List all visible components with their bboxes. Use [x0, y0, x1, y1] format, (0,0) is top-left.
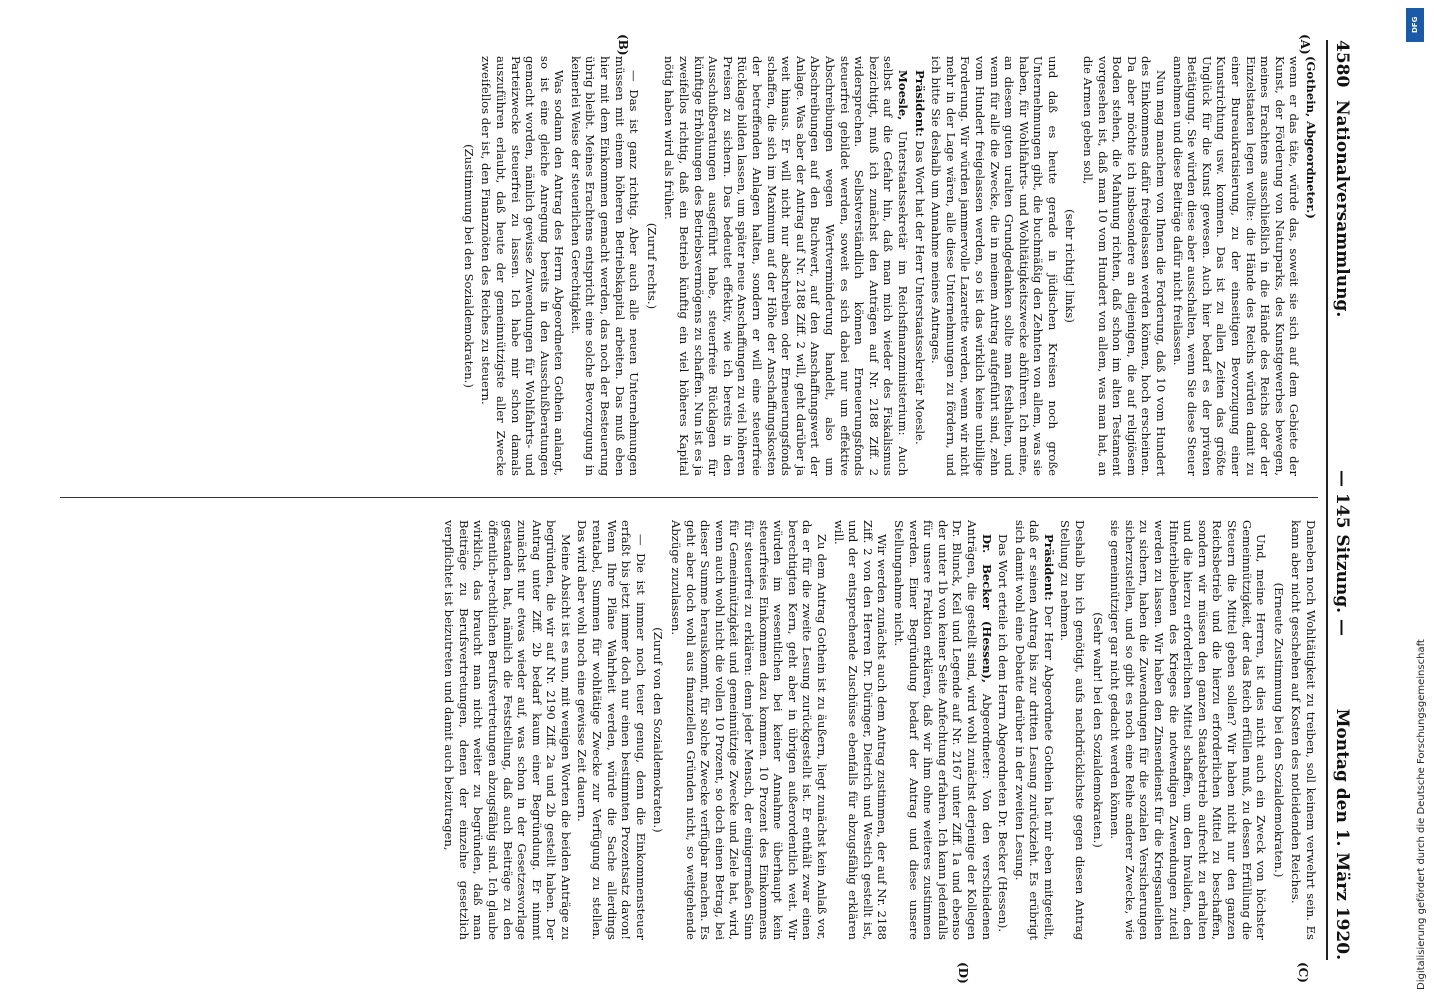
paragraph-text: Unterstaatssekretär im Reichsfinanzministerium: Auch selbst auf die Gefahr hin, daß man mich wieder des Fiskalismus bezichtigt, muß ich zunächst den Anträgen auf Nr. 2188 Ziff. 2 widersprechen. Selbstverständlich können Erneuerungsfonds steuerfrei gebildet werden, soweit es sich dabei nur um effektive Abschreibungen wegen Wertverminderung handelt, also um Abschreibungen auf den Buchwert, auf den Anschaffungswert der Anlage. Was aber der Antrag auf Nr. 2188 Ziff. 2 will, geht darüber ja weit hinaus. Er will nicht nur abschreiben oder Erneuerungsfonds schaffen, die sich im Maximum auf der Höhe der Anschaffungskosten der betreffenden Anlagen halten, sondern er will eine steuerfreie Rücklage bilden lassen, um später neue Anschaffungen zu viel höheren Preisen zu sichern. Das bedeutet effektiv, wie ich bereits in den Ausschußberatungen ausgeführt habe, steuerfreie Rücklagen für künftige Erhöhungen des Betriebsvermögens zu schaffen. Nun ist es ja zweifellos richtig, daß ein Betrieb künftig ein viel höheres Kapital nötig haben wird als früher.: [662, 56, 910, 476]
right-text-column: [70, 520, 1318, 940]
speaker-name: Dr. Becker (Hessen),: [979, 534, 994, 684]
interjection: [1090, 520, 1105, 940]
paragraph-text: Nun mag manchem von Ihnen die Forderung, daß 10 vom Hundert des Einkommens dafür freigelassen werden können, hoch erscheinen. Da aber möchte ich insbesondere an diejenigen, die auf religiösem Boden stehen, die Mahnung richten, daß schon im alten Testament vorgesehen ist, daß man 10 vom Hundert von allem, was man hat, an die Armen geben soll,: [1081, 56, 1169, 476]
paragraph: [1108, 520, 1269, 940]
interjection: [1271, 520, 1286, 940]
paragraph: [1170, 56, 1301, 476]
session-number: — 145 Sitzung. —: [1332, 470, 1352, 637]
paragraph: [575, 520, 648, 940]
margin-mark-b: (B): [616, 34, 630, 56]
paragraph-text: (Zuruf rechts.): [644, 222, 659, 310]
paragraph: [662, 56, 910, 476]
paragraph: [891, 520, 993, 940]
page-header: [1326, 40, 1356, 960]
paragraph-text: Zu dem Antrag Gothein ist zu äußern, liegt zunächst kein Anlaß vor, da er für die zweite Lesung zurückgestellt ist. Er enthält zwar einen berechtigten Kern, geht aber in übrigen außerordentlich weit. Wir würden im wesentlichen bei keiner Annahme überhaupt kein steuerfreies Einkommen dazu kommen. 10 Prozent des Einkommens für steuerfrei zu erklären: denn jeder Mensch, der einigermaßen Sinn für Gemeinnützigkeit und gemeinnützige Zwecke und Ziele hat, wird, wenn auch wohl nicht die vollen 10 Prozent, so doch einen Betrag, bei dieser Summe herauskommt, für solche Zwecke verfügbar machen. Es geht aber doch wohl aus finanziellen Gründen nicht, so weitgehende Abzüge zuzulassen.: [669, 520, 829, 940]
paragraph: [568, 56, 641, 476]
left-text-column: [70, 56, 1318, 476]
interjection: [651, 520, 666, 940]
issue-date: Montag den 1. März 1920.: [1332, 708, 1352, 960]
paragraph-text: Und, meine Herren, ist dies nicht auch ein Zweck von höchster Gemeinnützigkeit, der das Reich erfüllen muß, zu dessen Erfüllung die Steuern die Mittel geben sollen? Wir haben nicht nur den ganzen Reichsbetrieb und die hierzu erforderlichen Mittel zu beschaffen, sondern wir müssen den ganzen Staatsbetrieb aufrecht zu erhalten und die hierzu erforderlichen Mittel schaffen, um den Invaliden, den Hinterbliebenen des Krieges die notwendigen Zuwendungen zuteil werden zu lassen. Wir haben den Zinsendienst für die Kriegsanleihen zu sichern, haben die Zuwendungen für die sozialen Versicherungen sicherzustellen, und so gibt es noch eine Reihe anderer Zwecke, wie sie gemeinnütziger gar nicht gedacht werden können.: [1108, 520, 1269, 940]
interjection: [461, 56, 476, 476]
margin-mark-c: (C): [1296, 962, 1310, 983]
paragraph-text: (Sehr wahr! bei den Sozialdemokraten.): [1090, 612, 1105, 848]
paragraph-text: Was sodann den Antrag des Herrn Abgeordneten Gothein anlangt, so ist eine gleiche Anregung bereits in den Ausschußberatungen gemacht worden, nämlich gewisse Zuwendungen für Wohlfahrts- und Parteizwecke steuerfrei zu lassen. Ich habe mir schon damals auszuführen erlaubt, daß heute der gemeinnützigste aller Zwecke zweifellos der ist, den Finanznöten des Reiches zu steuern.: [479, 56, 567, 476]
paragraph: [1289, 520, 1318, 940]
paragraph-text: — Die ist immer noch teuer genug, denn die Einkommensteuer erfaßt bis jetzt immer doch nur einen bestimmten Prozentsatz davon! Wenn Ihre Pläne Wahrheit werden, würde die Sache allerdings rentabel, Summen für wohltätige Zwecke zur Verfügung zu stellen. Das wird aber wohl noch eine gewisse Zeit dauern.: [575, 520, 648, 940]
paragraph: [1081, 56, 1169, 476]
page-number: 4580: [1332, 40, 1352, 88]
speaker-name: Moesle,: [895, 70, 910, 121]
paragraph-text: Das Wort erteile ich dem Herrn Abgeordneten Dr. Becker (Hessen).: [996, 534, 1011, 933]
credit-text: Digitalisierung gefördert durch die Deutsche Forschungsgemeinschaft: [1416, 639, 1427, 990]
paragraph: [929, 56, 1060, 476]
paragraph: [1012, 520, 1056, 940]
paragraph-text: Das Wort hat der Herr Unterstaatssekretär Moesle.: [912, 140, 927, 445]
paragraph-text: Wir werden zunächst auch dem Antrag zustimmen, der auf Nr. 2188 Ziff. 2 von den Herren Dr. Düringer, Dietrich und Westich gestellt ist, und der entsprechende Zuschüsse ebenfalls für abzugsfähig erklären will.: [831, 520, 890, 940]
paragraph-text: — Das ist ganz richtig. Aber auch alle neuen Unternehmungen müssen mit einem höheren Betriebskapital arbeiten. Das muß eben hier mit dem Einkommen gemacht werden, das noch der Besteuerung übrig bleibt. Meines Erachtens entspricht eine solche Bevorzugung in keinerlei Weise der steuerlichen Gerechtigkeit.: [568, 56, 642, 476]
paragraph-text: (sehr richtig! links): [1063, 209, 1078, 323]
margin-mark-d: (D): [956, 962, 970, 984]
paragraph: [1058, 520, 1087, 940]
paragraph: [479, 56, 567, 476]
paragraph-text: wenn er das täte, würde das, soweit sie sich auf dem Gebiete der Kunst, der Förderung von Naturparks, des Kunstgewerbes bewegen, meines Erachtens ausschließlich in die Hände des Reichs oder der Einzelstaaten legen wollte: die Hände des Reichs würden damit zu einer Bureaukratisierung, zu der einseitigen Bevorzugung einer Kunstrichtung usw. kommen. Das ist zu allen Zeiten das größte Unglück für die Kunst gewesen. Auch hier bedarf es der privaten Betätigung. Sie würden diese aber ausschalten, wenn Sie diese Steuer annehmen und diese Beiträge dafür nicht freilassen.: [1170, 56, 1302, 476]
paragraph-text: (Zustimmung bei den Sozialdemokraten.): [461, 144, 476, 388]
paragraph-text: (Erneute Zustimmung bei den Sozialdemokraten.): [1271, 582, 1286, 878]
paragraph-text: (Zuruf von den Sozialdemokraten.): [651, 627, 666, 833]
paragraph: [1303, 56, 1318, 476]
interjection: [1063, 56, 1078, 476]
speaker-name: (Gothein, Abgeordneter.): [1304, 56, 1318, 219]
paragraph: [912, 56, 927, 476]
column-divider: [60, 497, 1318, 498]
paragraph: [996, 520, 1011, 940]
paragraph-text: und daß es heute gerade in jüdischen Kreisen noch große Unternehmungen gibt, die buchmäßig den Zehnten von allem, was sie haben, für Wohlfahrts- und Wohltätigkeitszwecke abführen. Ich meine, an diesem guten uralten Grundgedanken sollte man festhalten, und wenn für alle die Zwecke, die in meinem Antrag aufgeführt sind, zehn vom Hundert freigelassen werden, so ist das wirklich keine unbillige Forderung. Wir würden jammervolle Lazarette werden, wenn wir nicht mehr in der Lage wären, alle diese Unternehmungen zu fördern, und ich bitte Sie deshalb um Annahme meines Antrages.: [929, 56, 1060, 476]
paragraph-text: Meine Absicht ist es nun, mit wenigen Worten die beiden Anträge zu begründen, die wir auf Nr. 2190 Ziff. 2a und 2b gestellt haben. Der Antrag unter Ziff. 2b bedarf kaum einer Begründung. Er nimmt zunächst nur etwas wieder auf, was schon in der Gesetzesvorlage gestanden hat, nämlich die Feststellung, daß auch Beiträge zu den öffentlich-rechtlichen Berufsvertretungen abzugsfähig sind. Ich glaube wirklich, das braucht man nicht weiter zu begründen, daß man Beiträge zu Berufsvertretungen, denen der einzelne gesetzlich verpflichtet ist beizutreten und damit auch beizutragen,: [442, 520, 573, 940]
paragraph: [442, 520, 573, 940]
paragraph: [668, 520, 829, 940]
paragraph-text: Abgeordneter: Von den verschiedenen Anträgen, die gestellt sind, wird wohl zunächst derjenige der Kollegen Dr. Blunck, Keil und Legende auf Nr. 2167 unter Ziff. 1a und ebenso der unter 1b von keiner Seite Anfechtung erfahren. Ich kann jedenfalls für unsere Fraktion erklären, daß wir ihm ohne weiteres zustimmen werden. Einer Begründung bedarf der Antrag und diese unsere Stellungnahme nicht.: [891, 520, 994, 940]
speaker-name: Präsident:: [1041, 534, 1056, 601]
margin-mark-a: (A): [1298, 34, 1312, 55]
publication-title: Nationalversammlung.: [1332, 100, 1352, 318]
speaker-name: Präsident:: [912, 70, 927, 137]
paragraph: [831, 520, 889, 940]
interjection: [644, 56, 659, 476]
paragraph-text: Der Herr Abgeordnete Gothein hat mir eben mitgeteilt, daß er seinen Antrag bis zur dritten Lesung zurückzieht. Es erübrigt sich damit wohl eine Debatte darüber in der zweiten Lesung.: [1012, 520, 1056, 940]
dfg-logo: DFG: [1406, 8, 1424, 42]
paragraph-text: Deshalb bin ich genötigt, aufs nachdrücklichste gegen diesen Antrag Stellung zu nehmen.: [1058, 520, 1088, 940]
paragraph-text: Daneben noch Wohltätigkeit zu treiben, soll keinem verwehrt sein. Es kann aber nicht geschehen auf Kosten des notleidenden Reiches.: [1289, 520, 1318, 940]
digitization-credit: [1402, 0, 1430, 1000]
